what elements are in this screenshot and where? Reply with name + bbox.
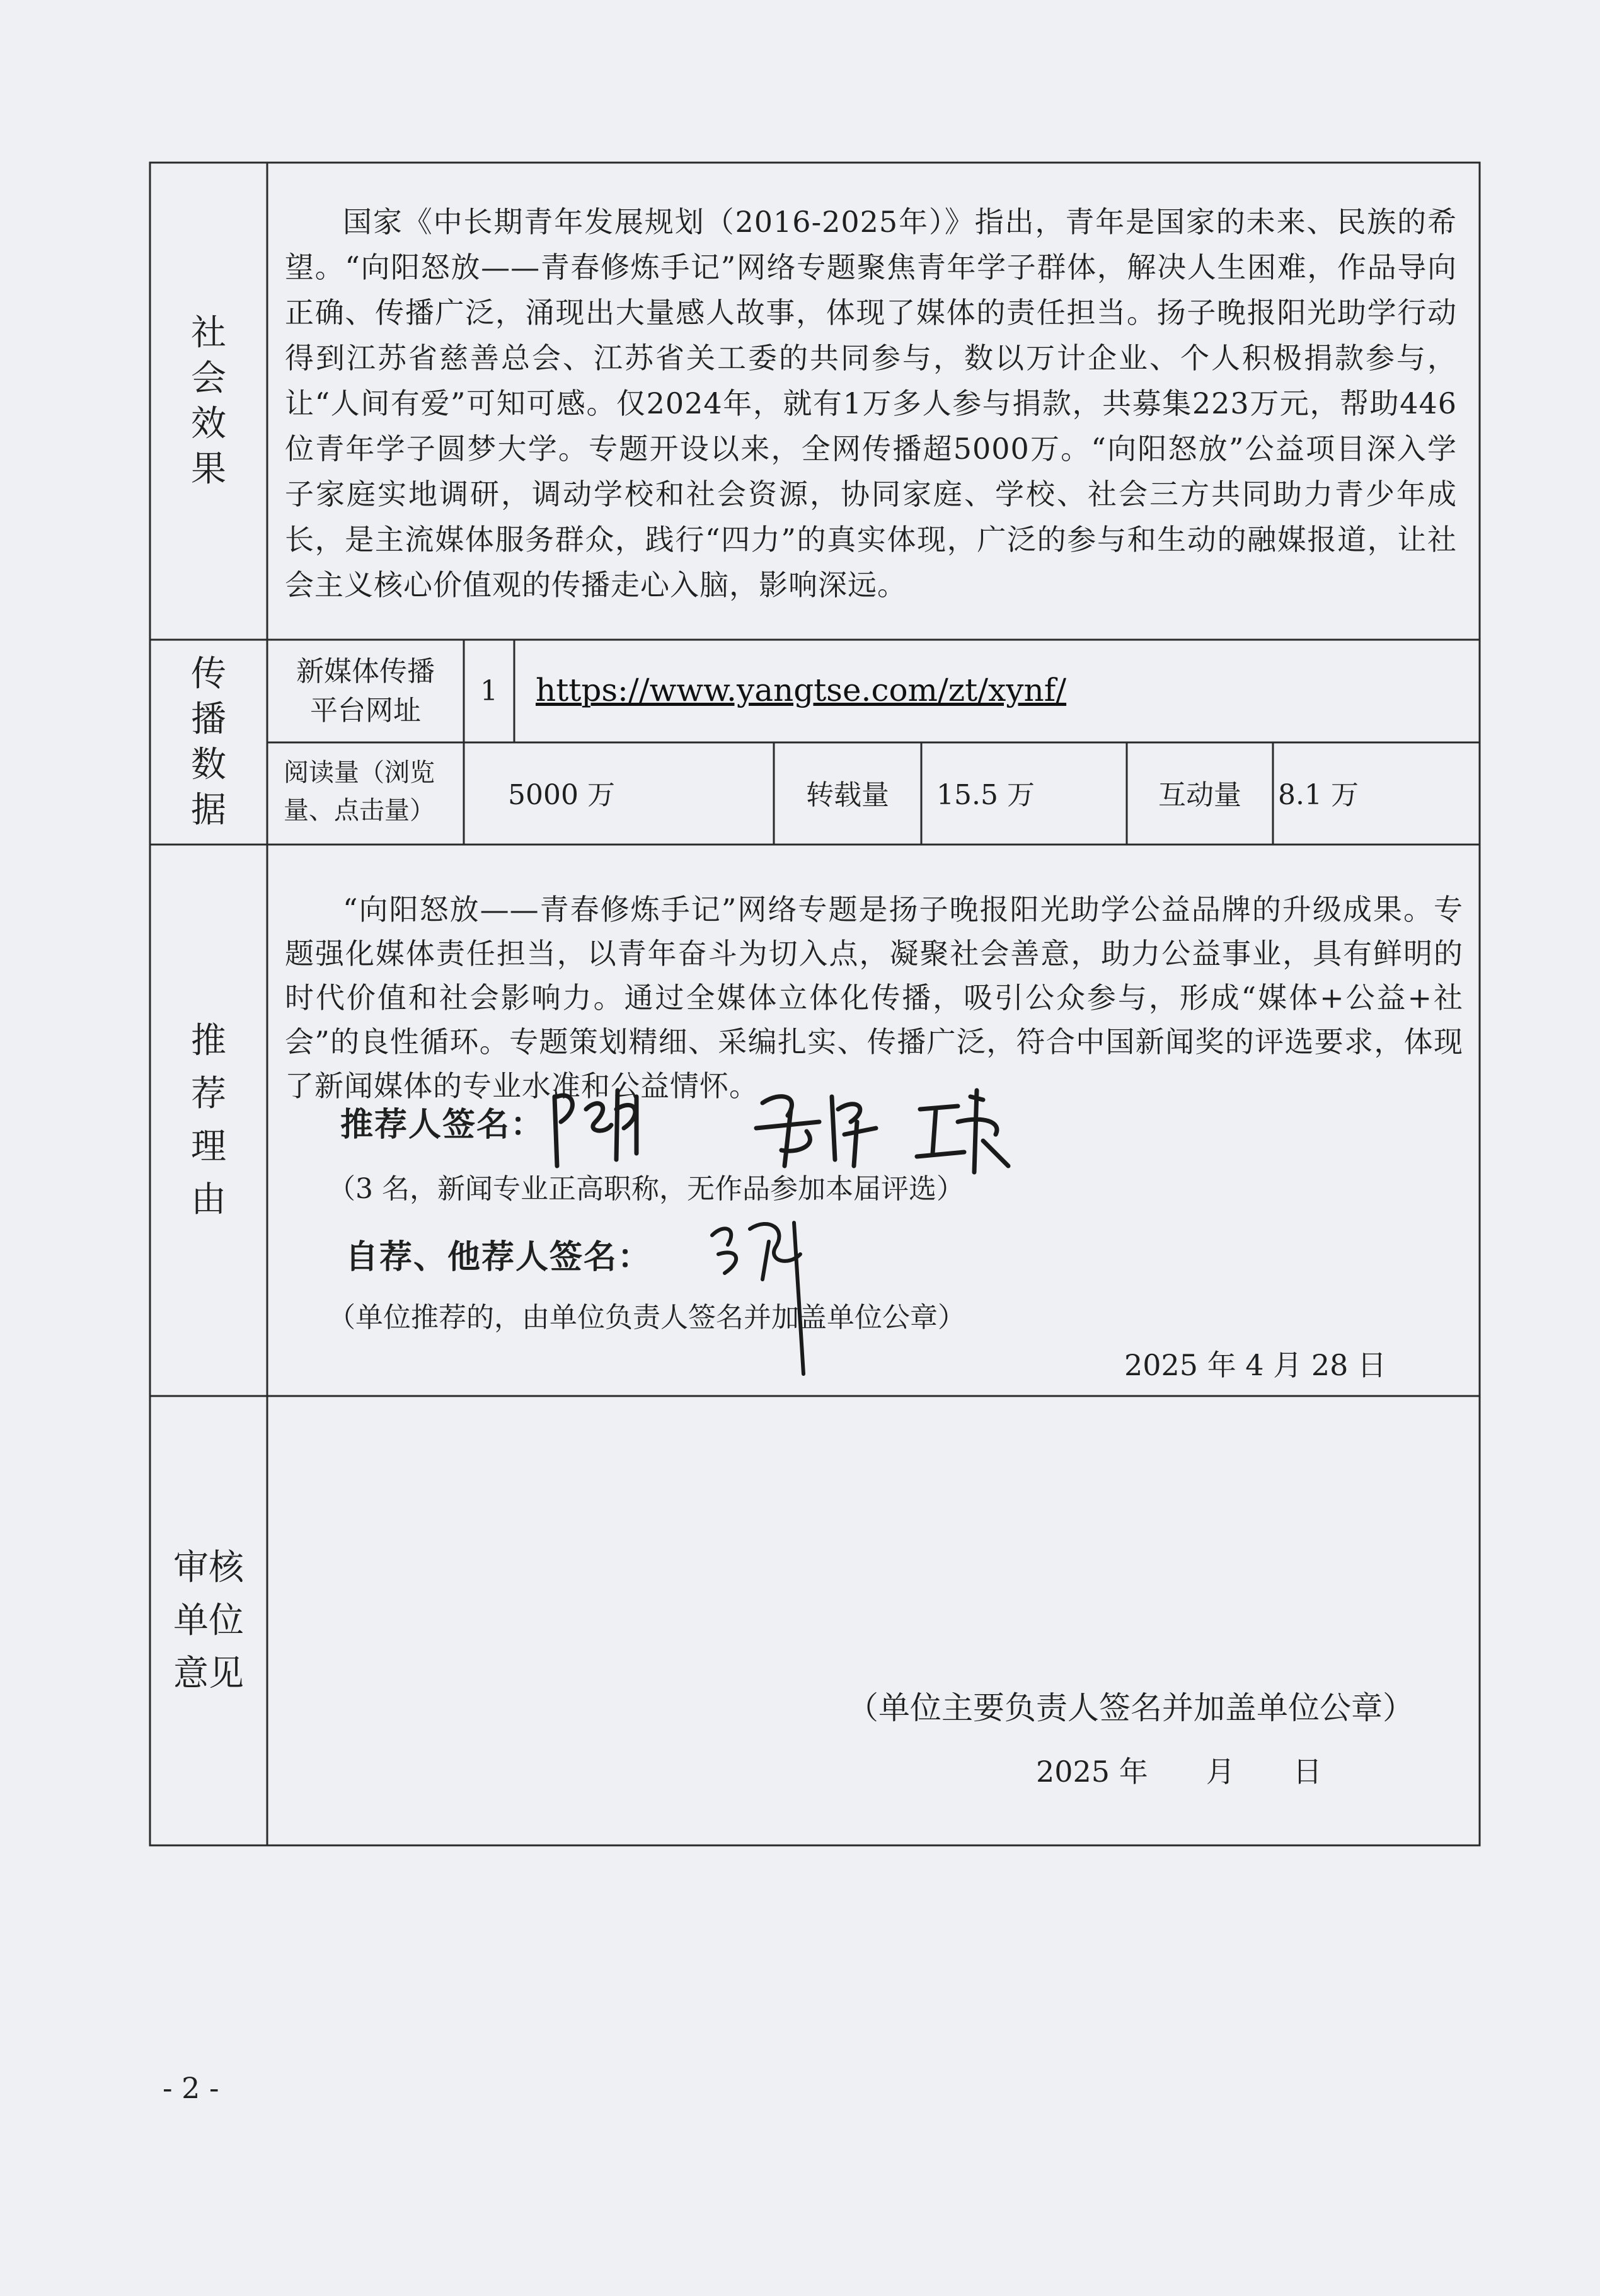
recommendation-date: 2025 年 4 月 28 日 — [1124, 1348, 1386, 1382]
label-char: 推 — [191, 1020, 226, 1061]
label-char: 由 — [191, 1179, 226, 1220]
self-recommend-note: （单位推荐的，由单位负责人签名并加盖单位公章） — [328, 1301, 965, 1334]
reads-label-line1: 阅读量（浏览 — [284, 758, 435, 787]
section-label-dissemination — [150, 640, 267, 845]
reads-label-line2: 量、点击量） — [284, 796, 435, 825]
reads-value: 5000 万 — [508, 779, 615, 811]
label-line: 意见 — [173, 1653, 244, 1694]
platform-url-label-line1: 新媒体传播 — [296, 655, 435, 688]
social-effect-text: 国家《中长期青年发展规划（2016-2025年）》指出，青年是国家的未来、民族的希望。“向阳怒放——青春修炼手记”网络专题聚焦青年学子群体，解决人生困难，作品导向正确、传播广泛，涌现出大量感人故事，体现了媒体的责任担当。扬子晚报阳光助学行动得到江苏省慈善总会、江苏省关工委的共同参与，数以万计企业、个人积极捐款参与，让“人间有爱”可知可感。仅2024年，就有1万多人参与捐款，共募集223万元，帮助446位青年学子圆梦大学。专题开设以来，全网传播超5000万。“向阳怒放”公益项目深入学子家庭实地调研，调动学校和社会资源，协同家庭、学校、社会三方共同助力青少年成长，是主流媒体服务群众，践行“四力”的真实体现，广泛的参与和生动的融媒报道，让社会主义核心价值观的传播走心入脑，影响深远。 — [285, 205, 1457, 602]
review-date: 2025 年 月 日 — [1036, 1755, 1322, 1789]
section-label-social-effect — [150, 163, 267, 640]
label-char: 数 — [191, 744, 226, 785]
recommender-signature-label: 推荐人签名： — [340, 1106, 545, 1144]
url-index: 1 — [480, 675, 498, 707]
recommendation-text: “向阳怒放——青春修炼手记”网络专题是扬子晚报阳光助学公益品牌的升级成果。专题强化媒体责任担当，以青年奋斗为切入点，凝聚社会善意，助力公益事业，具有鲜明的时代价值和社会影响力。通过全媒体立体化传播，吸引公众参与，形成“媒体+公益+社会”的良性循环。专题策划精细、采编扎实、传播广泛，符合中国新闻奖的评选要求，体现了新闻媒体的专业水准和公益情怀。 — [285, 892, 1463, 1103]
label-char: 效 — [191, 403, 226, 444]
page-number: - 2 - — [163, 2071, 219, 2105]
label-char: 会 — [191, 357, 226, 399]
label-char: 播 — [191, 698, 226, 740]
section-label-recommendation — [150, 845, 267, 1396]
interactions-label: 互动量 — [1158, 779, 1241, 811]
label-char: 社 — [191, 312, 226, 354]
label-char: 果 — [191, 448, 226, 490]
recommender-note: （3 名，新闻专业正高职称，无作品参加本届评选） — [328, 1173, 964, 1205]
platform-url-label — [267, 652, 464, 730]
label-line: 单位 — [173, 1600, 244, 1641]
reposts-value: 15.5 万 — [936, 779, 1035, 811]
label-char: 传 — [191, 653, 226, 695]
self-recommend-signature-label: 自荐、他荐人签名： — [345, 1238, 652, 1276]
label-line: 审核 — [173, 1547, 244, 1588]
platform-url-label-line2: 平台网址 — [310, 695, 421, 727]
label-char: 理 — [191, 1126, 226, 1167]
section-label-review — [150, 1396, 267, 1845]
interactions-value: 8.1 万 — [1278, 779, 1359, 811]
review-note: （单位主要负责人签名并加盖单位公章） — [847, 1690, 1414, 1726]
label-char: 据 — [191, 789, 226, 831]
reposts-label: 转载量 — [806, 779, 889, 811]
label-char: 荐 — [191, 1073, 226, 1114]
reads-label — [284, 754, 460, 829]
recommender-signatures — [542, 1071, 1046, 1179]
platform-url-link[interactable]: https://www.yangtse.com/zt/xynf/ — [536, 672, 1067, 708]
